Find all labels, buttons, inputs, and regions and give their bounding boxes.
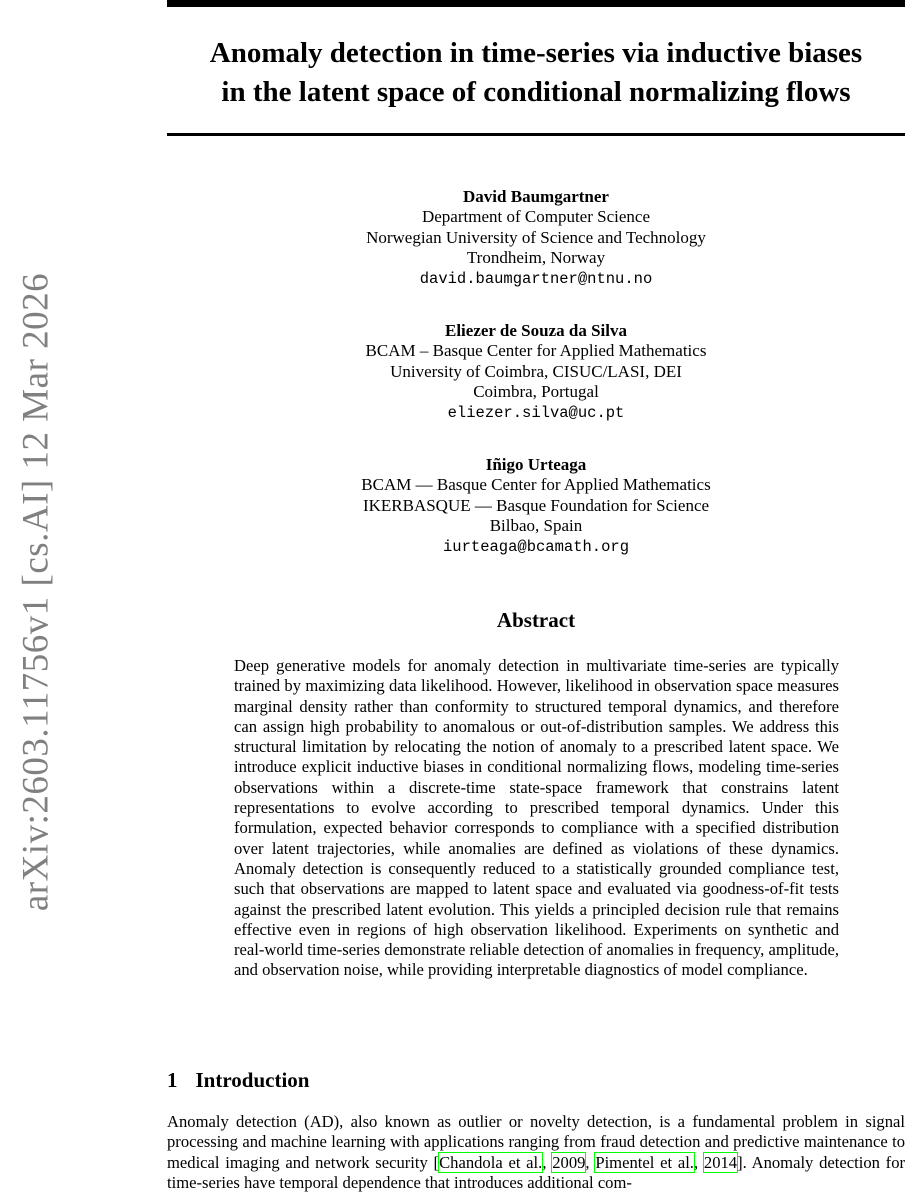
citation-separator: , [585, 1152, 596, 1172]
author-block [167, 321, 905, 423]
author-affiliation: BCAM – Basque Center for Applied Mathematics [365, 341, 707, 361]
author-location: Coimbra, Portugal [473, 382, 599, 402]
title-rule-bottom [167, 133, 905, 136]
citation-link[interactable]: Chandola et al. [439, 1152, 543, 1172]
author-name: David Baumgartner [463, 187, 609, 206]
author-email[interactable]: david.baumgartner@ntnu.no [419, 269, 653, 288]
arxiv-identifier: arXiv:2603.11756v1 [cs.AI] 12 Mar 2026 [15, 272, 57, 912]
section-heading-introduction [167, 1068, 309, 1093]
citation-link[interactable]: Pimentel et al. [595, 1152, 694, 1172]
author-affiliation: IKERBASQUE — Basque Foundation for Science [362, 495, 710, 515]
introduction-paragraph [167, 1112, 905, 1193]
author-block [167, 187, 905, 289]
author-name: Iñigo Urteaga [485, 455, 587, 475]
intro-text: Anomaly detection (AD), also known as outlier or novelty detection, is a fundamental problem in signal processing and machine learning with applications ranging from fraud detection and predictive maintenance to medical imaging and network security [ [167, 1112, 905, 1172]
title-line-1: Anomaly detection in time-series via inductive biases [209, 37, 863, 69]
author-location: Trondheim, Norway [466, 248, 606, 268]
author-affiliation: Department of Computer Science [421, 207, 650, 227]
section-title: Introduction [195, 1068, 310, 1092]
citation-separator: , [542, 1152, 553, 1172]
author-name: Eliezer de Souza da Silva [445, 321, 627, 341]
author-location: Bilbao, Spain [489, 516, 583, 536]
citation-link[interactable]: 2009 [552, 1152, 586, 1172]
author-list [167, 187, 905, 589]
author-email[interactable]: eliezer.silva@uc.pt [447, 403, 625, 422]
citation-separator: , [693, 1152, 704, 1172]
author-block [167, 455, 905, 557]
section-number: 1 [167, 1068, 178, 1092]
author-email[interactable]: iurteaga@bcamath.org [442, 537, 630, 556]
citation-link[interactable]: 2014 [703, 1152, 738, 1172]
title-rule-top [167, 0, 905, 7]
title-line-2: in the latent space of conditional normalizing flows [221, 76, 851, 108]
abstract-heading: Abstract [496, 608, 576, 632]
abstract-text: Deep generative models for anomaly detection in multivariate time-series are typically trained by maximizing data likelihood. However, likelihood in observation space measures marginal density rather than conformity to structured temporal dynamics, and therefore can assign high probability to anomalous or out-of-distribution samples. We address this structural limitation by relocating the notion of anomaly to a prescribed latent space. We introduce explicit inductive biases in conditional normalizing flows, modeling time-series observations within a discrete-time state-space framework that constrains latent representations to evolve according to prescribed temporal dynamics. Under this formulation, expected behavior corresponds to compliance with a specified distribution over latent trajectories, while anomalies are defined as violations of these dynamics. Anomaly detection is consequently reduced to a statistically grounded compliance test, such that observations are mapped to latent space and evaluated via goodness-of-fit tests against the prescribed latent evolution. This yields a principled decision rule that remains effective even in regions of high observation likelihood. Experiments on synthetic and real-world time-series demonstrate reliable detection of anomalies in frequency, amplitude, and observation noise, while providing interpretable diagnostics of model compliance. [234, 656, 839, 980]
paper-title [167, 34, 905, 112]
author-affiliation: BCAM — Basque Center for Applied Mathematics [361, 475, 711, 495]
author-affiliation: Norwegian University of Science and Technology [366, 227, 706, 247]
author-affiliation: University of Coimbra, CISUC/LASI, DEI [390, 361, 682, 381]
intro-text: ]. Anomaly detection for time-series have temporal dependence that introduces additional com- [167, 1152, 905, 1192]
